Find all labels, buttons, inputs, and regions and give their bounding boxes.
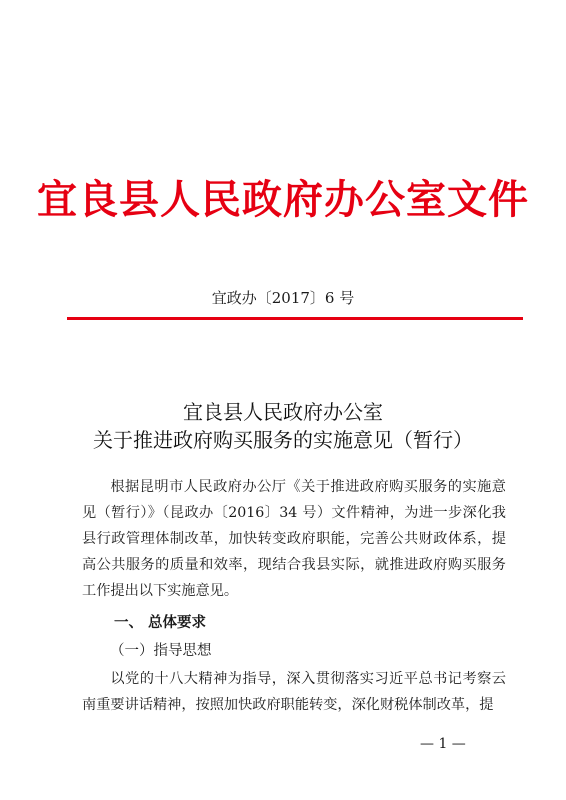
intro-paragraph: 根据昆明市人民政府办公厅《关于推进政府购买服务的实施意见（暂行）》（昆政办〔2016〕34 号）文件精神，为进一步深化我县行政管理体制改革，加快转变政府职能，完善公共财政体系，提高公共服务的质量和效率，现结合我县实际，就推进政府购买服务工作提出以下实施意见。	[82, 479, 506, 599]
red-divider-line	[67, 317, 523, 320]
page-number: — 1 —	[420, 736, 466, 752]
section-paragraph: 以党的十八大精神为指导，深入贯彻落实习近平总书记考察云南重要讲话精神，按照加快政府职能转变，深化财税体制改革，提	[82, 671, 506, 713]
section-heading: 一、 总体要求	[114, 615, 207, 631]
subsection-heading: （一）指导思想	[110, 643, 212, 659]
document-title-line-2: 关于推进政府购买服务的实施意见（暂行）	[93, 428, 473, 452]
document-number: 宜政办〔2017〕6 号	[211, 289, 355, 307]
document-title-line-1: 宜良县人民政府办公室	[183, 400, 383, 424]
document-header-title: 宜良县人民政府办公室文件	[37, 176, 529, 223]
